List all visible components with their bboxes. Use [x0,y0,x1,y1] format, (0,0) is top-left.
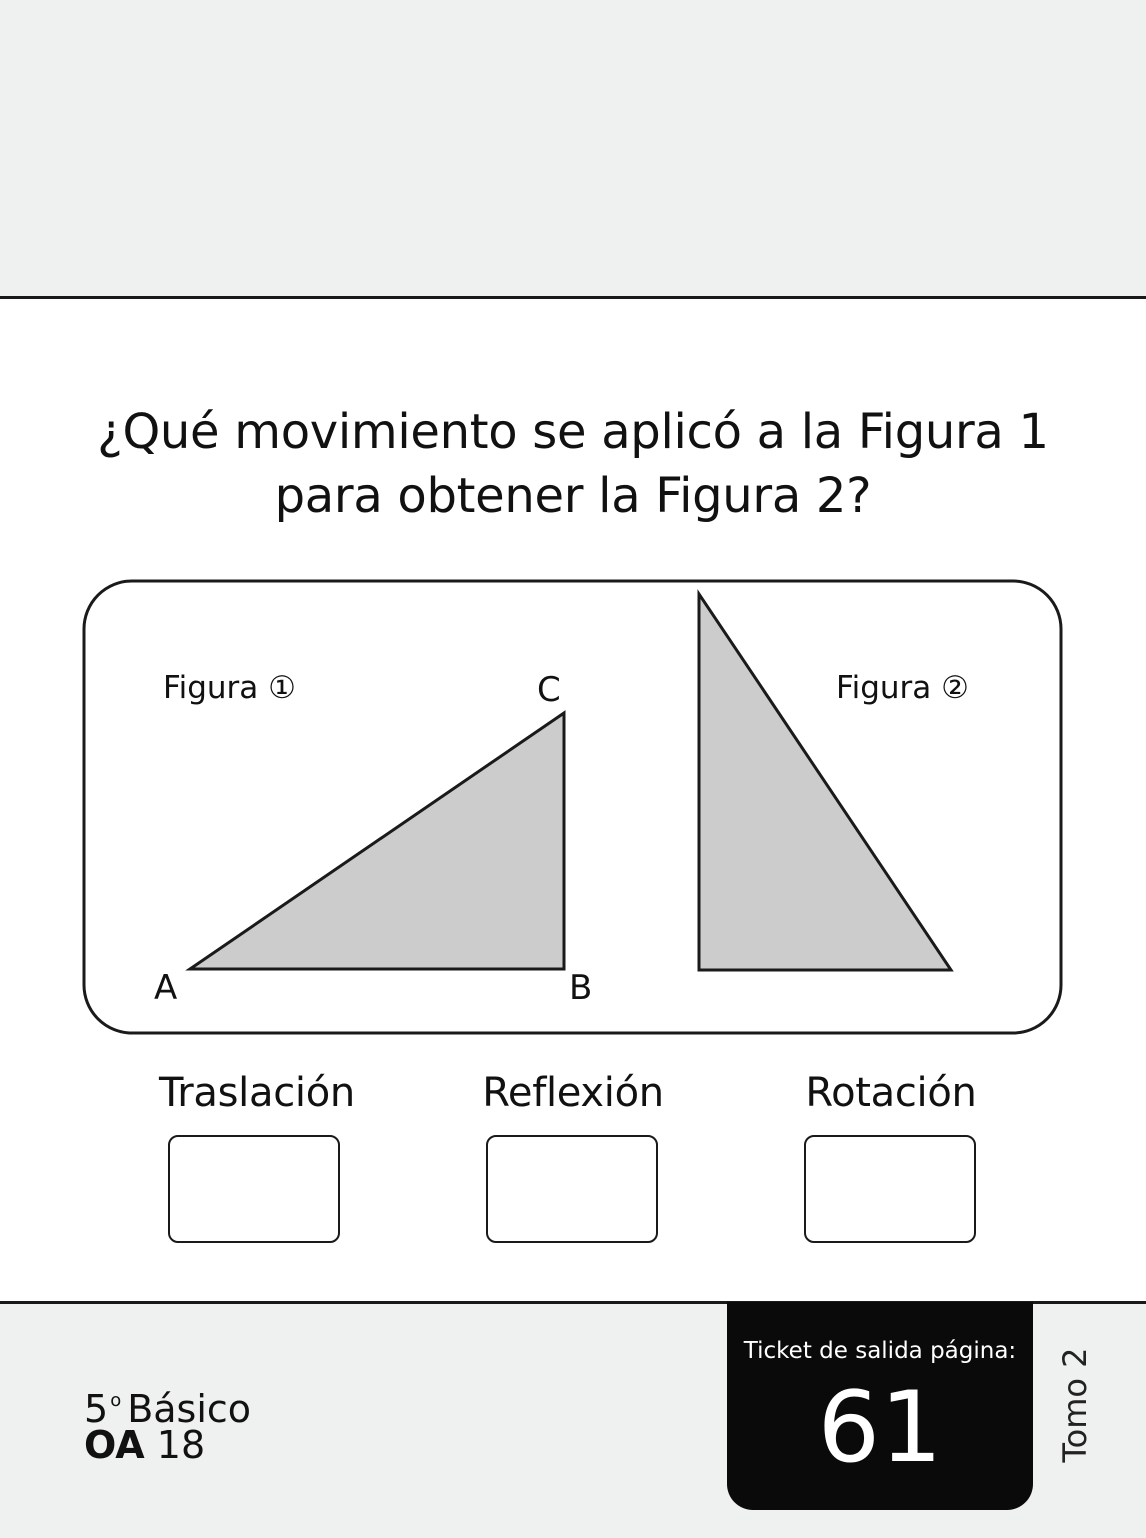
option-rotacion-label: Rotación [805,1070,977,1116]
question-line-2: para obtener la Figura 2? [274,468,872,524]
grade-number: 5 [84,1387,109,1431]
option-reflexion-label: Reflexión [482,1070,664,1116]
option-rotacion-checkbox[interactable] [804,1135,976,1243]
exit-ticket-badge [727,1302,1033,1510]
figure-2-label: Figura ② [836,670,969,706]
oa-number: 18 [156,1423,206,1467]
figure-1-label: Figura ① [163,670,296,706]
vertex-b-label: B [569,968,593,1008]
ticket-page-number: 61 [817,1371,943,1485]
ticket-label: Ticket de salida página: [743,1338,1017,1364]
answer-options [0,1068,1146,1258]
option-traslacion-checkbox[interactable] [168,1135,340,1243]
grade-ordinal: o [110,1390,122,1411]
volume-label: Tomo 2 [1056,1347,1094,1463]
vertex-c-label: C [537,670,561,710]
learning-objective [84,1422,205,1468]
oa-prefix: OA [84,1423,145,1467]
grade-name: Básico [127,1387,252,1431]
question-line-1: ¿Qué movimiento se aplicó a la Figura 1 [97,404,1049,460]
vertex-a-label: A [154,968,178,1008]
option-reflexion-checkbox[interactable] [486,1135,658,1243]
option-traslacion-label: Traslación [159,1070,355,1116]
